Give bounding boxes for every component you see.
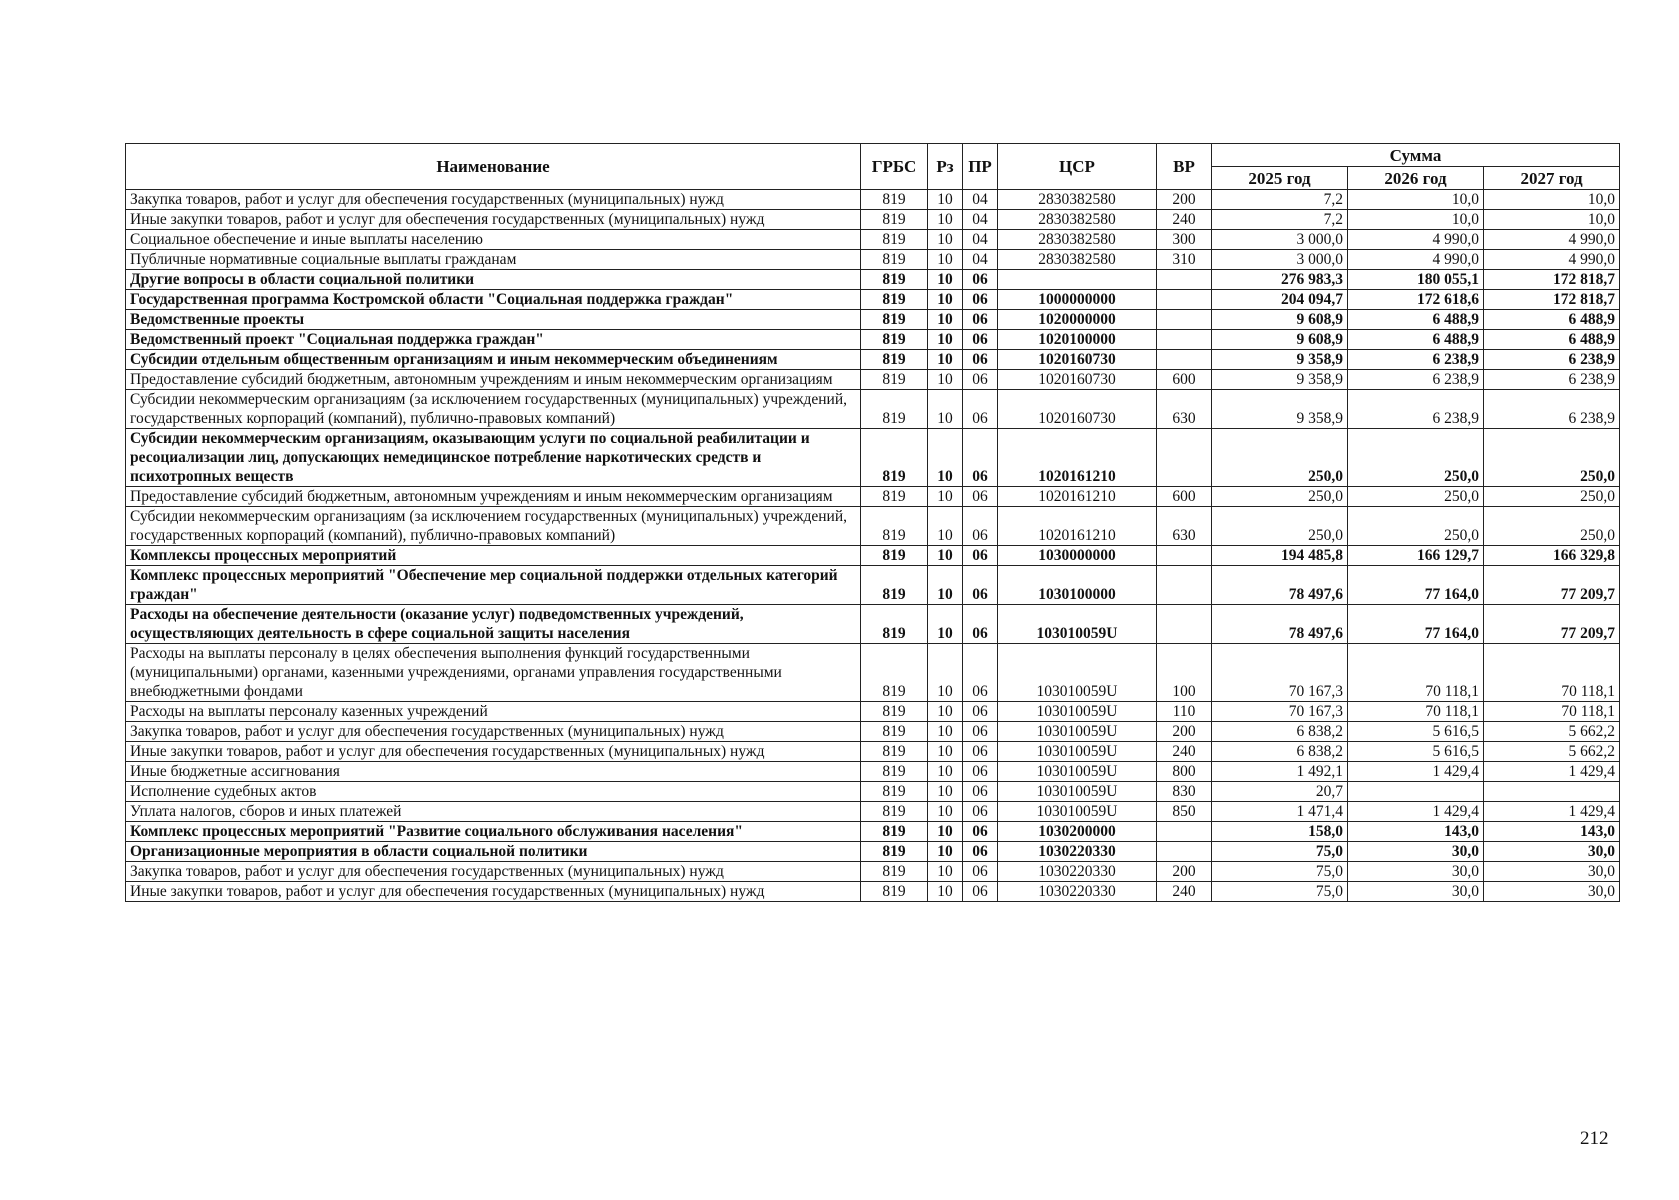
table-body [126,190,1620,902]
cell-rz: 10 [928,742,963,762]
cell-name: Закупка товаров, работ и услуг для обеспечения государственных (муниципальных) нужд [126,722,861,742]
cell-2026: 10,0 [1348,210,1484,230]
cell-2027: 5 662,2 [1484,742,1620,762]
cell-2027: 166 329,8 [1484,546,1620,566]
cell-rz: 10 [928,566,963,605]
table-row [126,290,1620,310]
table-row [126,702,1620,722]
cell-csr: 1020160730 [998,370,1157,390]
cell-name: Субсидии некоммерческим организациям, оказывающим услуги по социальной реабилитации и ресоциализации лиц, допускающих немедицинское потребление наркотических средств и психотропных веществ [126,429,861,487]
cell-rz: 10 [928,250,963,270]
cell-grbs: 819 [861,210,928,230]
cell-2025: 250,0 [1212,429,1348,487]
table-row [126,822,1620,842]
cell-name: Субсидии отдельным общественным организациям и иным некоммерческим объединениям [126,350,861,370]
cell-2027: 6 238,9 [1484,350,1620,370]
cell-rz: 10 [928,370,963,390]
cell-2025: 250,0 [1212,507,1348,546]
cell-2026: 5 616,5 [1348,742,1484,762]
cell-grbs: 819 [861,862,928,882]
table-row [126,507,1620,546]
cell-rz: 10 [928,507,963,546]
cell-grbs: 819 [861,230,928,250]
cell-grbs: 819 [861,330,928,350]
cell-2025: 7,2 [1212,210,1348,230]
cell-2026: 143,0 [1348,822,1484,842]
cell-2025: 78 497,6 [1212,566,1348,605]
cell-rz: 10 [928,390,963,429]
table-row [126,605,1620,644]
cell-grbs: 819 [861,310,928,330]
cell-2026: 6 488,9 [1348,310,1484,330]
cell-rz: 10 [928,644,963,702]
cell-grbs: 819 [861,722,928,742]
cell-pr: 06 [963,350,998,370]
cell-csr: 2830382580 [998,190,1157,210]
header-csr: ЦСР [998,144,1157,190]
cell-name: Расходы на обеспечение деятельности (оказание услуг) подведомственных учреждений, осуществляющих деятельность в сфере социальной защиты населения [126,605,861,644]
cell-pr: 06 [963,507,998,546]
cell-csr: 1030100000 [998,566,1157,605]
header-vr: ВР [1157,144,1212,190]
cell-vr: 600 [1157,370,1212,390]
cell-csr: 1030220330 [998,842,1157,862]
cell-2027: 4 990,0 [1484,230,1620,250]
cell-vr [1157,605,1212,644]
cell-2025: 158,0 [1212,822,1348,842]
cell-2025: 194 485,8 [1212,546,1348,566]
cell-name: Предоставление субсидий бюджетным, автономным учреждениям и иным некоммерческим организациям [126,370,861,390]
cell-2027: 6 238,9 [1484,370,1620,390]
cell-grbs: 819 [861,644,928,702]
cell-name: Субсидии некоммерческим организациям (за исключением государственных (муниципальных) учреждений, государственных корпораций (компаний), публично-правовых компаний) [126,390,861,429]
cell-vr: 100 [1157,644,1212,702]
cell-grbs: 819 [861,250,928,270]
cell-pr: 06 [963,702,998,722]
cell-name: Предоставление субсидий бюджетным, автономным учреждениям и иным некоммерческим организациям [126,487,861,507]
cell-csr: 103010059U [998,722,1157,742]
cell-2026: 250,0 [1348,429,1484,487]
cell-rz: 10 [928,802,963,822]
cell-csr: 1000000000 [998,290,1157,310]
header-sum: Сумма [1212,144,1620,167]
cell-pr: 06 [963,429,998,487]
cell-csr: 1020161210 [998,429,1157,487]
cell-name: Уплата налогов, сборов и иных платежей [126,802,861,822]
cell-2025: 75,0 [1212,882,1348,902]
table-row [126,862,1620,882]
table-row [126,310,1620,330]
cell-2026: 250,0 [1348,507,1484,546]
cell-grbs: 819 [861,487,928,507]
header-name: Наименование [126,144,861,190]
cell-pr: 06 [963,644,998,702]
header-year-2026: 2026 год [1348,167,1484,190]
cell-name: Субсидии некоммерческим организациям (за исключением государственных (муниципальных) учреждений, государственных корпораций (компаний), публично-правовых компаний) [126,507,861,546]
cell-vr: 630 [1157,507,1212,546]
cell-grbs: 819 [861,802,928,822]
cell-2025: 6 838,2 [1212,742,1348,762]
cell-vr: 310 [1157,250,1212,270]
cell-rz: 10 [928,702,963,722]
cell-pr: 06 [963,842,998,862]
cell-grbs: 819 [861,702,928,722]
cell-csr: 103010059U [998,802,1157,822]
cell-csr: 1020161210 [998,487,1157,507]
cell-vr [1157,350,1212,370]
cell-vr: 600 [1157,487,1212,507]
cell-2027: 77 209,7 [1484,566,1620,605]
table-row [126,644,1620,702]
header-year-2025: 2025 год [1212,167,1348,190]
cell-2026: 1 429,4 [1348,802,1484,822]
cell-pr: 06 [963,370,998,390]
cell-2025: 1 471,4 [1212,802,1348,822]
cell-2027: 4 990,0 [1484,250,1620,270]
table-row [126,210,1620,230]
cell-name: Ведомственные проекты [126,310,861,330]
cell-pr: 06 [963,546,998,566]
cell-rz: 10 [928,230,963,250]
cell-2027: 70 118,1 [1484,644,1620,702]
cell-2025: 20,7 [1212,782,1348,802]
cell-name: Социальное обеспечение и иные выплаты населению [126,230,861,250]
cell-2026: 30,0 [1348,882,1484,902]
cell-name: Организационные мероприятия в области социальной политики [126,842,861,862]
cell-vr [1157,822,1212,842]
cell-grbs: 819 [861,190,928,210]
table-header [126,144,1620,190]
table-row [126,882,1620,902]
cell-csr: 1030220330 [998,862,1157,882]
cell-2025: 3 000,0 [1212,250,1348,270]
cell-vr [1157,429,1212,487]
header-rz: Рз [928,144,963,190]
cell-grbs: 819 [861,822,928,842]
cell-2025: 204 094,7 [1212,290,1348,310]
cell-2027: 143,0 [1484,822,1620,842]
cell-2027: 77 209,7 [1484,605,1620,644]
cell-2026: 77 164,0 [1348,566,1484,605]
cell-vr [1157,310,1212,330]
cell-2027: 172 818,7 [1484,290,1620,310]
cell-pr: 06 [963,862,998,882]
header-grbs: ГРБС [861,144,928,190]
cell-rz: 10 [928,762,963,782]
cell-2025: 70 167,3 [1212,702,1348,722]
cell-pr: 04 [963,210,998,230]
cell-csr: 103010059U [998,782,1157,802]
cell-csr: 1030200000 [998,822,1157,842]
cell-2026: 180 055,1 [1348,270,1484,290]
cell-rz: 10 [928,210,963,230]
cell-vr: 630 [1157,390,1212,429]
cell-csr: 2830382580 [998,210,1157,230]
table-row [126,390,1620,429]
cell-rz: 10 [928,487,963,507]
cell-name: Иные бюджетные ассигнования [126,762,861,782]
cell-2026: 77 164,0 [1348,605,1484,644]
cell-2027: 70 118,1 [1484,702,1620,722]
cell-rz: 10 [928,605,963,644]
cell-pr: 04 [963,250,998,270]
cell-csr: 1030000000 [998,546,1157,566]
cell-2026: 6 238,9 [1348,390,1484,429]
table-row [126,546,1620,566]
cell-csr: 1030220330 [998,882,1157,902]
cell-2027: 30,0 [1484,842,1620,862]
cell-vr [1157,546,1212,566]
cell-pr: 06 [963,782,998,802]
cell-2026: 250,0 [1348,487,1484,507]
cell-vr: 800 [1157,762,1212,782]
cell-rz: 10 [928,882,963,902]
cell-2026: 6 238,9 [1348,350,1484,370]
cell-pr: 06 [963,290,998,310]
cell-vr: 200 [1157,862,1212,882]
cell-csr: 1020000000 [998,310,1157,330]
cell-2027: 6 488,9 [1484,330,1620,350]
cell-rz: 10 [928,290,963,310]
cell-grbs: 819 [861,762,928,782]
cell-2026: 1 429,4 [1348,762,1484,782]
cell-2025: 250,0 [1212,487,1348,507]
table-row [126,742,1620,762]
cell-csr: 103010059U [998,605,1157,644]
cell-vr [1157,566,1212,605]
table-row [126,330,1620,350]
cell-grbs: 819 [861,842,928,862]
cell-rz: 10 [928,270,963,290]
cell-vr: 200 [1157,722,1212,742]
cell-grbs: 819 [861,566,928,605]
cell-grbs: 819 [861,390,928,429]
cell-2026: 30,0 [1348,842,1484,862]
table-row [126,230,1620,250]
table-row [126,782,1620,802]
cell-2026: 30,0 [1348,862,1484,882]
table-row [126,487,1620,507]
cell-grbs: 819 [861,546,928,566]
cell-rz: 10 [928,862,963,882]
cell-csr: 103010059U [998,702,1157,722]
cell-vr [1157,330,1212,350]
cell-name: Иные закупки товаров, работ и услуг для обеспечения государственных (муниципальных) нужд [126,210,861,230]
cell-csr: 1020100000 [998,330,1157,350]
cell-grbs: 819 [861,270,928,290]
cell-pr: 04 [963,190,998,210]
table-row [126,270,1620,290]
cell-2027: 250,0 [1484,507,1620,546]
cell-2025: 6 838,2 [1212,722,1348,742]
table-row [126,566,1620,605]
table-row [126,722,1620,742]
cell-vr: 200 [1157,190,1212,210]
cell-2026: 4 990,0 [1348,250,1484,270]
cell-rz: 10 [928,429,963,487]
cell-vr [1157,842,1212,862]
budget-table [125,143,1620,902]
table-row [126,190,1620,210]
cell-name: Комплексы процессных мероприятий [126,546,861,566]
cell-csr: 1020160730 [998,390,1157,429]
cell-2027: 30,0 [1484,862,1620,882]
table-row [126,802,1620,822]
cell-grbs: 819 [861,370,928,390]
cell-2025: 9 358,9 [1212,370,1348,390]
cell-2025: 7,2 [1212,190,1348,210]
cell-2026: 70 118,1 [1348,644,1484,702]
cell-vr: 300 [1157,230,1212,250]
cell-name: Государственная программа Костромской области "Социальная поддержка граждан" [126,290,861,310]
table-row [126,762,1620,782]
cell-vr: 240 [1157,210,1212,230]
cell-2026: 166 129,7 [1348,546,1484,566]
cell-name: Закупка товаров, работ и услуг для обеспечения государственных (муниципальных) нужд [126,862,861,882]
cell-grbs: 819 [861,782,928,802]
header-pr: ПР [963,144,998,190]
cell-2027: 6 488,9 [1484,310,1620,330]
cell-pr: 06 [963,270,998,290]
table-row [126,250,1620,270]
cell-rz: 10 [928,330,963,350]
cell-2027: 10,0 [1484,190,1620,210]
table-row [126,350,1620,370]
cell-name: Исполнение судебных актов [126,782,861,802]
cell-grbs: 819 [861,605,928,644]
cell-pr: 06 [963,487,998,507]
cell-2027: 5 662,2 [1484,722,1620,742]
cell-vr: 850 [1157,802,1212,822]
cell-2025: 70 167,3 [1212,644,1348,702]
cell-csr: 1020161210 [998,507,1157,546]
cell-pr: 06 [963,802,998,822]
table-row [126,429,1620,487]
cell-csr: 103010059U [998,762,1157,782]
cell-2025: 75,0 [1212,842,1348,862]
cell-2026: 172 618,6 [1348,290,1484,310]
cell-pr: 06 [963,330,998,350]
cell-2025: 9 358,9 [1212,350,1348,370]
cell-2027: 1 429,4 [1484,762,1620,782]
cell-grbs: 819 [861,350,928,370]
cell-vr: 110 [1157,702,1212,722]
cell-rz: 10 [928,310,963,330]
cell-csr: 103010059U [998,742,1157,762]
cell-rz: 10 [928,190,963,210]
cell-name: Комплекс процессных мероприятий "Развитие социального обслуживания населения" [126,822,861,842]
cell-2027 [1484,782,1620,802]
cell-csr: 2830382580 [998,230,1157,250]
cell-pr: 06 [963,605,998,644]
cell-2026: 6 488,9 [1348,330,1484,350]
cell-2025: 9 358,9 [1212,390,1348,429]
table-row [126,842,1620,862]
cell-2026 [1348,782,1484,802]
cell-csr: 1020160730 [998,350,1157,370]
cell-vr [1157,270,1212,290]
cell-vr [1157,290,1212,310]
cell-2027: 10,0 [1484,210,1620,230]
cell-2027: 30,0 [1484,882,1620,902]
cell-rz: 10 [928,722,963,742]
cell-pr: 06 [963,722,998,742]
cell-2027: 6 238,9 [1484,390,1620,429]
cell-2026: 5 616,5 [1348,722,1484,742]
cell-2025: 9 608,9 [1212,330,1348,350]
cell-2025: 75,0 [1212,862,1348,882]
cell-csr [998,270,1157,290]
cell-pr: 06 [963,822,998,842]
cell-pr: 06 [963,310,998,330]
cell-name: Публичные нормативные социальные выплаты гражданам [126,250,861,270]
cell-grbs: 819 [861,742,928,762]
cell-2027: 172 818,7 [1484,270,1620,290]
cell-pr: 06 [963,882,998,902]
cell-2026: 10,0 [1348,190,1484,210]
cell-name: Расходы на выплаты персоналу в целях обеспечения выполнения функций государственными (муниципальными) органами, казенными учреждениями, органами управления государственными внебюджетными фондами [126,644,861,702]
page-number: 212 [1580,1128,1609,1149]
cell-pr: 06 [963,742,998,762]
cell-vr: 830 [1157,782,1212,802]
cell-name: Иные закупки товаров, работ и услуг для обеспечения государственных (муниципальных) нужд [126,742,861,762]
cell-2025: 276 983,3 [1212,270,1348,290]
cell-pr: 06 [963,762,998,782]
cell-2026: 4 990,0 [1348,230,1484,250]
cell-rz: 10 [928,350,963,370]
cell-rz: 10 [928,822,963,842]
cell-rz: 10 [928,546,963,566]
cell-2027: 250,0 [1484,487,1620,507]
cell-grbs: 819 [861,429,928,487]
cell-name: Ведомственный проект "Социальная поддержка граждан" [126,330,861,350]
cell-name: Иные закупки товаров, работ и услуг для обеспечения государственных (муниципальных) нужд [126,882,861,902]
cell-2027: 1 429,4 [1484,802,1620,822]
cell-pr: 04 [963,230,998,250]
cell-csr: 2830382580 [998,250,1157,270]
cell-2026: 70 118,1 [1348,702,1484,722]
cell-name: Закупка товаров, работ и услуг для обеспечения государственных (муниципальных) нужд [126,190,861,210]
cell-csr: 103010059U [998,644,1157,702]
cell-2027: 250,0 [1484,429,1620,487]
cell-rz: 10 [928,842,963,862]
cell-2026: 6 238,9 [1348,370,1484,390]
cell-name: Другие вопросы в области социальной политики [126,270,861,290]
cell-pr: 06 [963,390,998,429]
cell-grbs: 819 [861,882,928,902]
cell-name: Комплекс процессных мероприятий "Обеспечение мер социальной поддержки отдельных категорий граждан" [126,566,861,605]
cell-rz: 10 [928,782,963,802]
cell-grbs: 819 [861,290,928,310]
cell-name: Расходы на выплаты персоналу казенных учреждений [126,702,861,722]
table-row [126,370,1620,390]
cell-vr: 240 [1157,742,1212,762]
cell-grbs: 819 [861,507,928,546]
cell-2025: 78 497,6 [1212,605,1348,644]
cell-vr: 240 [1157,882,1212,902]
cell-pr: 06 [963,566,998,605]
cell-2025: 9 608,9 [1212,310,1348,330]
cell-2025: 3 000,0 [1212,230,1348,250]
cell-2025: 1 492,1 [1212,762,1348,782]
header-year-2027: 2027 год [1484,167,1620,190]
